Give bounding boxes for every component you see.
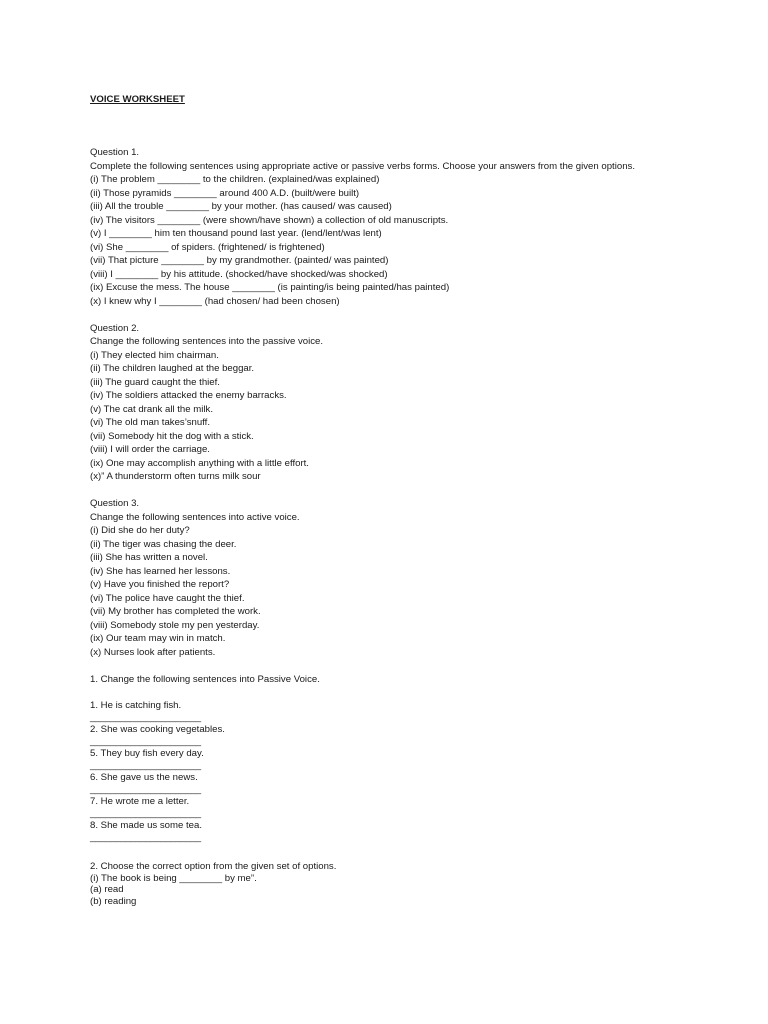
exercise-1-item: 6. She gave us the news. <box>90 772 198 783</box>
answer-blank: ______________________ <box>90 736 201 747</box>
exercise-1-item: 1. He is catching fish. <box>90 700 182 711</box>
question-3-item: (vi) The police have caught the thief. <box>90 592 245 604</box>
question-2-heading: Question 2. <box>90 322 140 334</box>
answer-blank: ______________________ <box>90 784 201 795</box>
question-2-item: (ii) The children laughed at the beggar. <box>90 363 255 374</box>
question-3-item: (v) Have you finished the report? <box>90 579 230 590</box>
question-1-instruction: Complete the following sentences using appropriate active or passive verbs forms. Choose your answers from the given options. <box>90 160 635 172</box>
question-2-item: (iv) The soldiers attacked the enemy barracks. <box>90 390 287 401</box>
answer-blank: ______________________ <box>90 760 201 771</box>
exercise-1-item: 5. They buy fish every day. <box>90 748 204 759</box>
exercise-2-question: (i) The book is being ________ by me”. <box>90 872 257 884</box>
exercise-2-option: (a) read <box>90 884 124 895</box>
question-2-instruction: Change the following sentences into the passive voice. <box>90 336 324 347</box>
exercise-1 <box>90 673 710 845</box>
question-1-heading: Question 1. <box>90 147 140 158</box>
question-3-item: (iv) She has learned her lessons. <box>90 565 231 577</box>
exercise-2-heading: 2. Choose the correct option from the given set of options. <box>90 861 337 872</box>
question-1 <box>90 146 710 308</box>
question-1-item: (iv) The visitors ________ (were shown/have shown) a collection of old manuscripts. <box>90 214 449 226</box>
exercise-1-item: 8. She made us some tea. <box>90 820 202 831</box>
question-1-item: (viii) I ________ by his attitude. (shocked/have shocked/was shocked) <box>90 268 388 280</box>
question-3-item: (x) Nurses look after patients. <box>90 646 216 658</box>
question-3 <box>90 497 710 659</box>
question-2-item: (vi) The old man takes’snuff. <box>90 417 210 428</box>
question-3-instruction: Change the following sentences into active voice. <box>90 511 300 523</box>
worksheet-title: VOICE WORKSHEET <box>90 94 185 105</box>
question-2-item: (vii) Somebody hit the dog with a stick. <box>90 430 254 442</box>
question-2-item: (i) They elected him chairman. <box>90 349 219 361</box>
exercise-2-option: (b) reading <box>90 895 137 907</box>
question-1-item: (iii) All the trouble ________ by your mother. (has caused/ was caused) <box>90 201 392 212</box>
question-1-item: (ix) Excuse the mess. The house ________ (is painting/is being painted/has painted) <box>90 282 450 293</box>
question-3-heading: Question 3. <box>90 498 140 509</box>
question-1-item: (vi) She ________ of spiders. (frightened/ is frightened) <box>90 241 325 253</box>
question-1-item: (v) I ________ him ten thousand pound last year. (lend/lent/was lent) <box>90 228 382 239</box>
worksheet-content <box>90 93 710 907</box>
question-3-item: (vii) My brother has completed the work. <box>90 606 261 617</box>
question-2-item: (x)” A thunderstorm often turns milk sour <box>90 471 261 482</box>
exercise-1-item: 7. He wrote me a letter. <box>90 796 190 807</box>
question-2-item: (iii) The guard caught the thief. <box>90 376 220 388</box>
question-3-item: (viii) Somebody stole my pen yesterday. <box>90 619 260 631</box>
answer-blank: ______________________ <box>90 832 201 843</box>
answer-blank: ______________________ <box>90 808 201 819</box>
question-2-item: (viii) I will order the carriage. <box>90 444 210 455</box>
answer-blank: ______________________ <box>90 712 201 723</box>
question-1-item: (i) The problem ________ to the children. (explained/was explained) <box>90 174 380 185</box>
question-3-item: (i) Did she do her duty? <box>90 525 190 536</box>
question-3-item: (ii) The tiger was chasing the deer. <box>90 538 237 550</box>
question-2 <box>90 322 710 484</box>
exercise-1-item: 2. She was cooking vegetables. <box>90 724 225 735</box>
question-1-item: (ii) Those pyramids ________ around 400 A.D. (built/were built) <box>90 187 360 199</box>
question-1-item: (x) I knew why I ________ (had chosen/ had been chosen) <box>90 295 340 307</box>
question-3-item: (iii) She has written a novel. <box>90 552 208 563</box>
question-2-item: (ix) One may accomplish anything with a little effort. <box>90 457 309 469</box>
question-2-item: (v) The cat drank all the milk. <box>90 403 213 415</box>
exercise-2 <box>90 861 710 907</box>
question-1-item: (vii) That picture ________ by my grandmother. (painted/ was painted) <box>90 255 389 266</box>
exercise-1-heading: 1. Change the following sentences into Passive Voice. <box>90 673 320 685</box>
question-3-item: (ix) Our team may win in match. <box>90 633 226 644</box>
